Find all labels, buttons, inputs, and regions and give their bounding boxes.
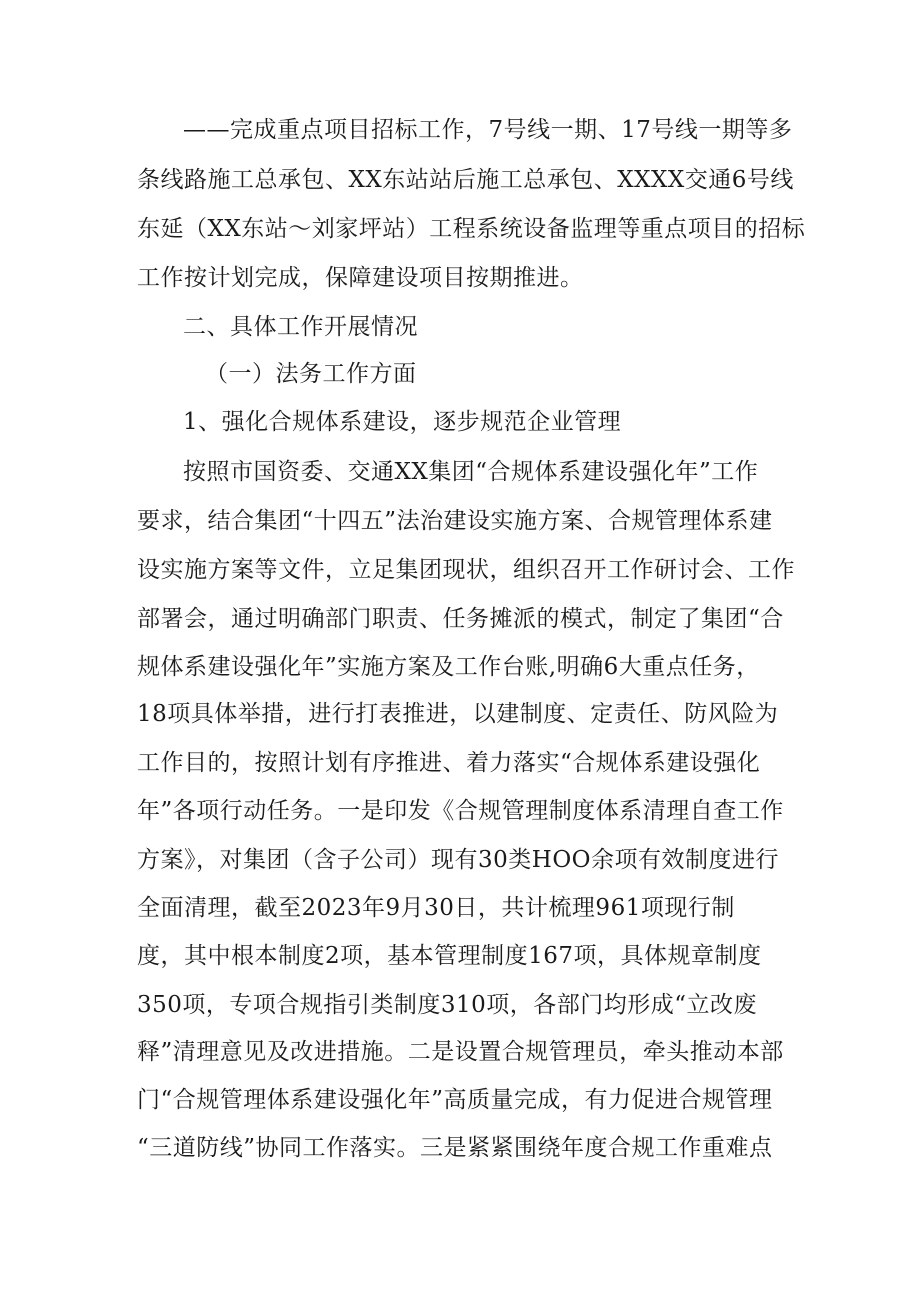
paragraph-line: 方案》，对集团（含子公司）现有30类HOO余项有效制度进行 bbox=[137, 847, 780, 873]
paragraph-line: 全面清理，截至2023年9月30日，共计梳理961项现行制 bbox=[137, 895, 735, 921]
paragraph-line: 东延（XX东站～刘家坪站）工程系统设备监理等重点项目的招标 bbox=[137, 216, 806, 242]
paragraph-line: 350项，专项合规指引类制度310项，各部门均形成“立改废 bbox=[137, 992, 758, 1018]
paragraph-line: 工作按计划完成，保障建设项目按期推进。 bbox=[137, 265, 584, 291]
paragraph-line: 年”各项行动任务。一是印发《合规管理制度体系清理自查工作 bbox=[137, 798, 784, 824]
paragraph-line: 度，其中根本制度2项，基本管理制度167项，具体规章制度 bbox=[137, 943, 762, 969]
paragraph-line: 要求，结合集团“十四五”法治建设实施方案、合规管理体系建 bbox=[137, 508, 773, 534]
paragraph-line: “三道防线”协同工作落实。三是紧紧围绕年度合规工作重难点 bbox=[137, 1135, 773, 1161]
paragraph-line: 18项具体举措，进行打表推进，以建制度、定责任、防风险为 bbox=[137, 701, 779, 727]
paragraph-line: 条线路施工总承包、XX东站站后施工总承包、XXXX交通6号线 bbox=[137, 167, 794, 193]
paragraph-line: 规体系建设强化年”实施方案及工作台账,明确6大重点任务， bbox=[137, 654, 760, 680]
paragraph-line: 设实施方案等文件，立足集团现状，组织召开工作研讨会、工作 bbox=[137, 557, 795, 583]
paragraph-line: 工作目的，按照计划有序推进、着力落实“合规体系建设强化 bbox=[137, 750, 761, 776]
item-heading: 1、强化合规体系建设，逐步规范企业管理 bbox=[183, 409, 622, 435]
paragraph-line: 部署会，通过明确部门职责、任务摊派的模式，制定了集团“合 bbox=[137, 606, 784, 632]
subsection-heading: （一）法务工作方面 bbox=[205, 361, 417, 387]
paragraph-line: 门“合规管理体系建设强化年”高质量完成，有力促进合规管理 bbox=[137, 1087, 773, 1113]
paragraph-line: ——完成重点项目招标工作，7号线一期、17号线一期等多 bbox=[183, 117, 793, 143]
paragraph-line: 按照市国资委、交通XX集团“合规体系建设强化年”工作 bbox=[183, 459, 759, 485]
section-heading: 二、具体工作开展情况 bbox=[183, 314, 418, 340]
paragraph-line: 释”清理意见及改进措施。二是设置合规管理员，牵头推动本部 bbox=[137, 1039, 784, 1065]
